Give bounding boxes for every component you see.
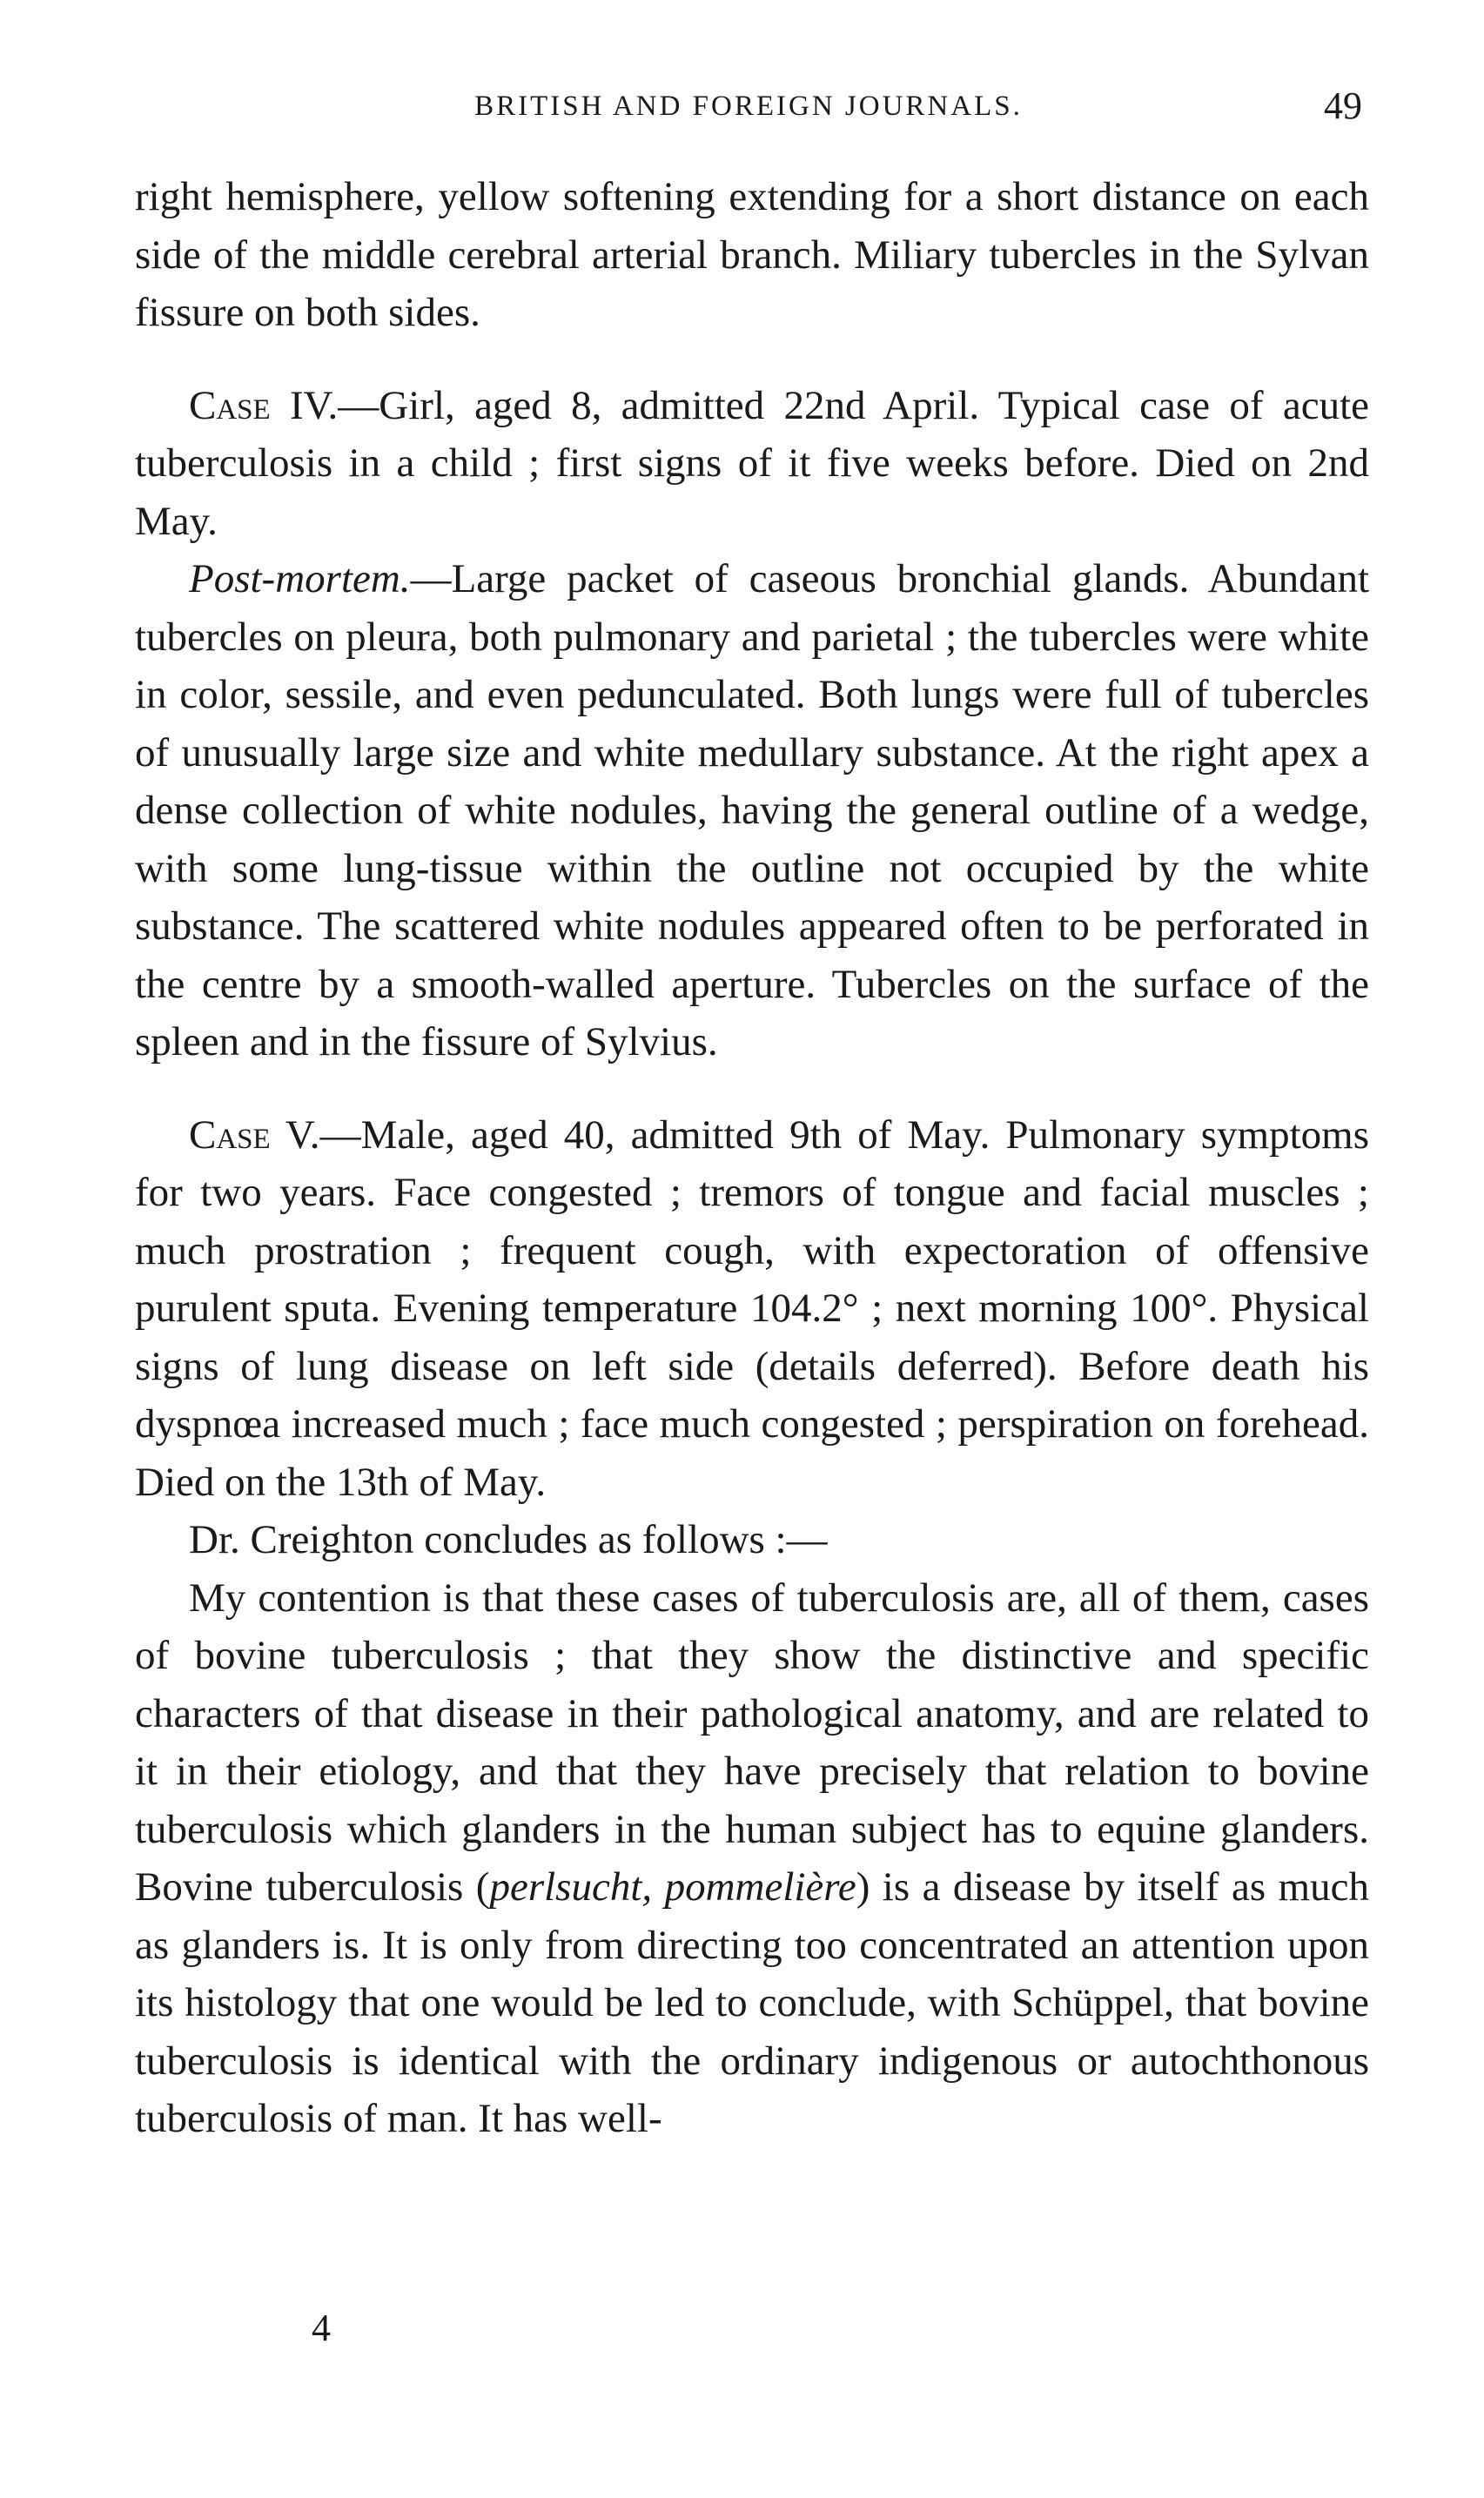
page-header — [135, 80, 1362, 132]
paragraph-post-mortem — [135, 550, 1369, 1071]
contention-text-a: My contention is that these cases of tuberculosis are, all of them, cases of bovine tuberculosis ; that they show the distinctive and specific characters of that disease in their pathological anatomy, and are related to it in their etiology, and that they have precisely that relation to bovine tuberculosis which glanders in the human subject has to equine glanders. Bovine tuberculosis ( — [135, 1575, 1369, 1910]
page-number: 49 — [1324, 84, 1362, 127]
paragraph-case-v — [135, 1106, 1369, 1512]
signature-mark: 4 — [312, 2307, 331, 2349]
paragraph-hemisphere: right hemisphere, yellow softening extending for a short distance on each side of the middle cerebral arterial branch. Miliary tubercles in the Sylvan fissure on both sides. — [135, 174, 1369, 335]
post-mortem-text: —Large packet of caseous bronchial glands. Abundant tubercles on pleura, both pulmonary and parietal ; the tubercles were white in color, sessile, and even pedunculated. Both lungs were full of tubercles of unusually large size and white medullary substance. At the right apex a dense collection of white nodules, having the general outline of a wedge, with some lung-tissue within the outline not occupied by the white substance. The scattered white nodules appeared often to be perforated in the centre by a smooth-walled aperture. Tubercles on the surface of the spleen and in the fissure of Sylvius. — [135, 556, 1369, 1064]
case-iv-text: —Girl, aged 8, admitted 22nd April. Typical case of acute tuberculosis in a child ; first signs of it five weeks before. Died on 2nd May. — [135, 382, 1369, 544]
case-iv-label: Case IV. — [189, 382, 339, 428]
case-v-label: Case V. — [189, 1111, 320, 1158]
running-head: BRITISH AND FOREIGN JOURNALS. — [474, 91, 1023, 122]
contention-italic: perlsucht, pommelière — [489, 1864, 856, 1910]
body-text — [135, 168, 1369, 2148]
case-v-text: —Male, aged 40, admitted 9th of May. Pulmonary symptoms for two years. Face congested ; tremors of tongue and facial muscles ; much prostration ; frequent cough, with expectoration of offensive purulent sputa. Evening temperature 104.2° ; next morning 100°. Physical signs of lung disease on left side (details deferred). Before death his dyspnœa increased much ; face much congested ; perspiration on forehead. Died on the 13th of May. — [135, 1111, 1370, 1505]
paragraph-case-iv — [135, 377, 1369, 551]
paragraph-contention — [135, 1569, 1369, 2148]
post-mortem-label: Post-mortem. — [189, 556, 411, 601]
contention-text-b: ) is a disease by itself as much as glanders is. It is only from directing too concentrated an attention upon its histology that one would be led to conclude, with Schüppel, that bovine tuberculosis is identical with the ordinary indigenous or autochthonous tuberculosis of man. It has well- — [135, 1864, 1369, 2141]
paragraph-concludes: Dr. Creighton concludes as follows :— — [189, 1517, 828, 1562]
